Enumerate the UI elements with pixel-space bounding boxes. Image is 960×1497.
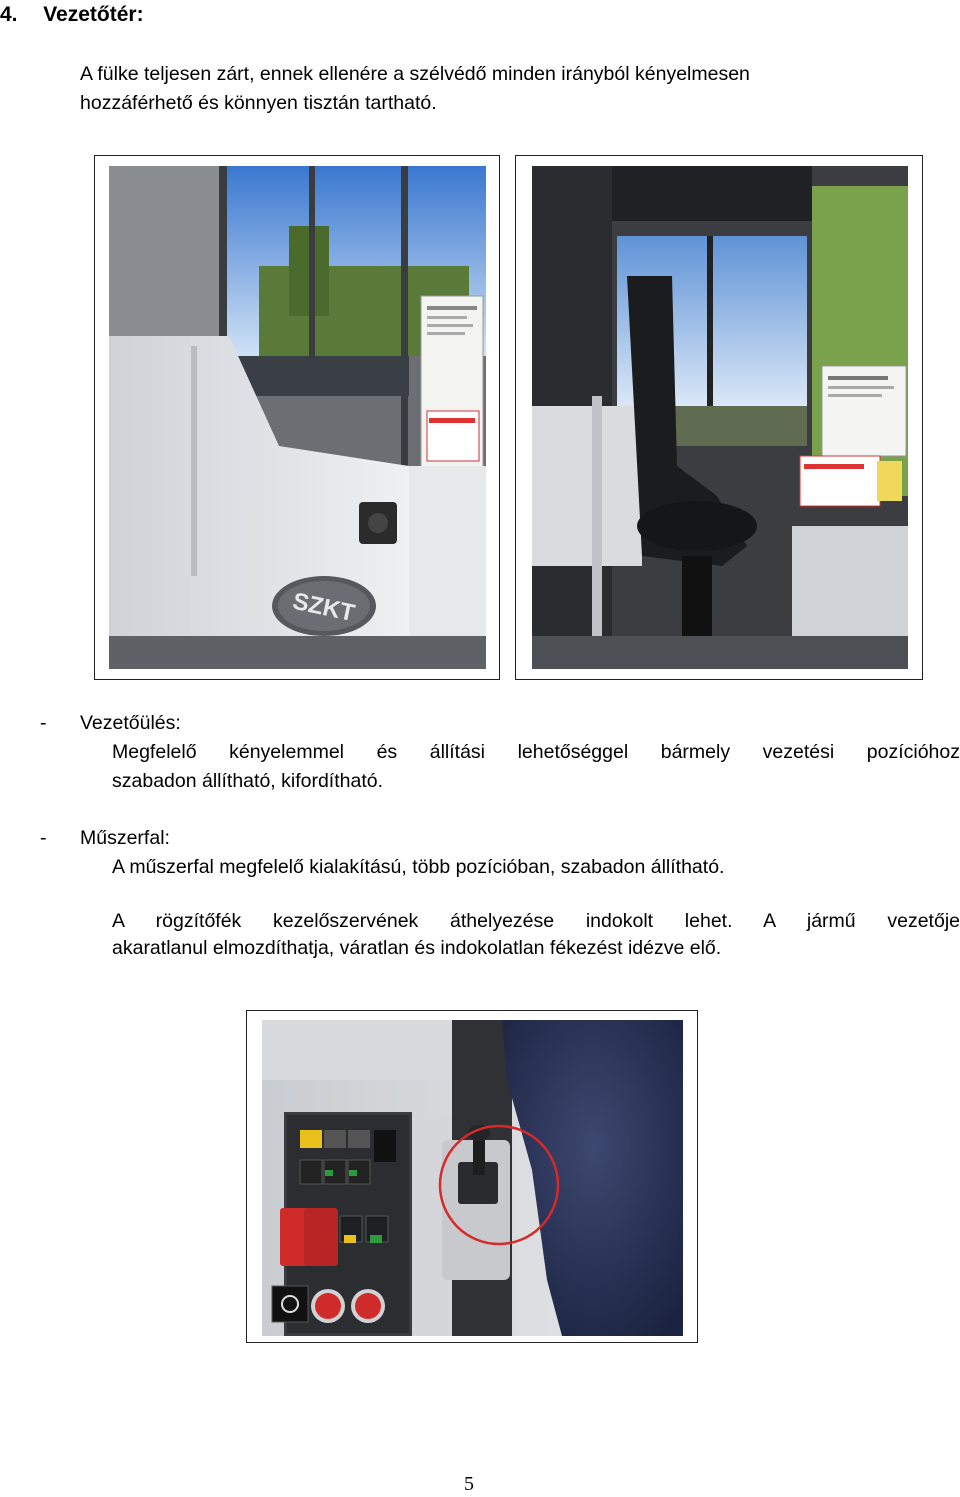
item-1-line-1: Megfelelő kényelemmel és állítási lehetőséggel bármely vezetési pozícióhoz [112, 741, 960, 763]
intro-line-2: hozzáférhető és könnyen tisztán tartható. [80, 92, 437, 114]
cab-exterior-photo [109, 166, 486, 669]
section-title: Vezetőtér: [43, 3, 144, 26]
item-1-line-2: szabadon állítható, kifordítható. [112, 770, 384, 792]
intro-line-1: A fülke teljesen zárt, ennek ellenére a szélvédő minden irányból kényelmesen [80, 63, 750, 85]
driver-seat-photo [532, 166, 908, 669]
page-number: 5 [464, 1473, 474, 1495]
item-2-dash: - [40, 827, 47, 849]
item-1-dash: - [40, 712, 47, 734]
section-heading [0, 3, 144, 27]
photo-frame-driver-seat [515, 155, 923, 680]
szkt-badge: SZKT [290, 587, 358, 628]
photo-frame-control-panel [246, 1010, 698, 1343]
item-2-line-1: A műszerfal megfelelő kialakítású, több pozícióban, szabadon állítható. [112, 856, 725, 878]
photo-frame-cab-exterior [94, 155, 500, 680]
item-2-heading: Műszerfal: [80, 827, 170, 849]
section-number: 4. [0, 3, 18, 26]
item-1-heading: Vezetőülés: [80, 712, 181, 734]
note-line-2: akaratlanul elmozdíthatja, váratlan és indokolatlan fékezést idézve elő. [112, 937, 722, 959]
control-panel-photo [262, 1020, 683, 1336]
note-line-1: A rögzítőfék kezelőszervének áthelyezése indokolt lehet. A jármű vezetője [112, 910, 960, 932]
